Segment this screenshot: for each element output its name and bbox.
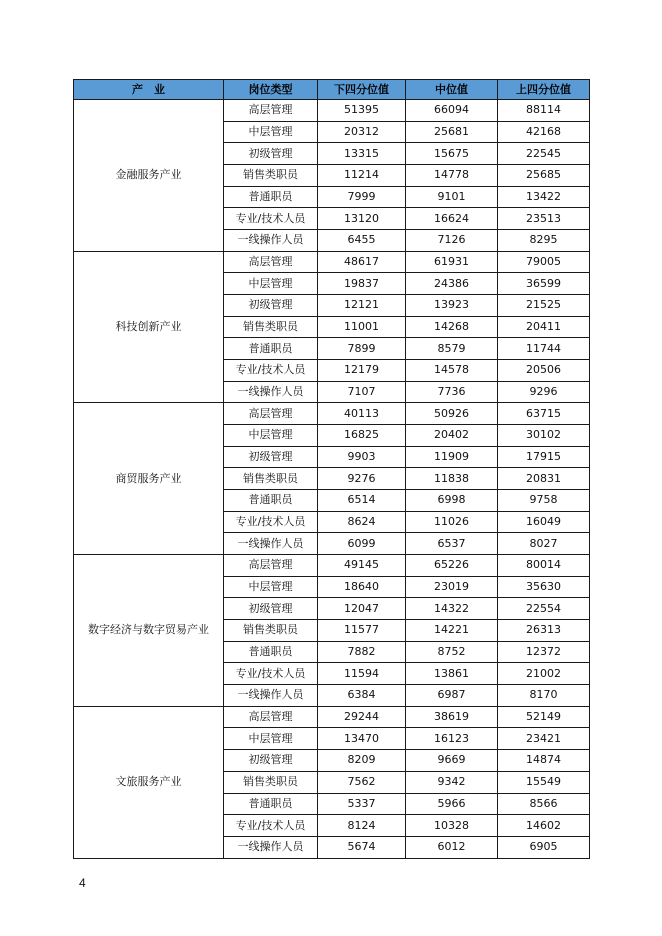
p25-cell: 12179 <box>318 360 406 382</box>
p25-cell: 51395 <box>318 100 406 122</box>
table-body <box>74 100 590 859</box>
p75-cell: 21002 <box>498 663 590 685</box>
median-cell: 50926 <box>406 403 498 425</box>
position-cell: 普通职员 <box>224 641 318 663</box>
p75-cell: 80014 <box>498 555 590 577</box>
median-cell: 9342 <box>406 771 498 793</box>
table-row <box>74 100 590 122</box>
p25-cell: 12121 <box>318 295 406 317</box>
p25-cell: 11577 <box>318 620 406 642</box>
median-cell: 9101 <box>406 186 498 208</box>
p25-cell: 20312 <box>318 121 406 143</box>
position-cell: 高层管理 <box>224 403 318 425</box>
p75-cell: 9296 <box>498 381 590 403</box>
position-cell: 高层管理 <box>224 555 318 577</box>
position-cell: 高层管理 <box>224 706 318 728</box>
position-cell: 一线操作人员 <box>224 381 318 403</box>
industry-cell: 数字经济与数字贸易产业 <box>74 555 224 707</box>
header-p75: 上四分位值 <box>498 80 590 100</box>
p75-cell: 23513 <box>498 208 590 230</box>
table-header <box>74 80 590 100</box>
position-cell: 普通职员 <box>224 338 318 360</box>
position-cell: 普通职员 <box>224 186 318 208</box>
p25-cell: 6455 <box>318 230 406 252</box>
p25-cell: 11594 <box>318 663 406 685</box>
median-cell: 6987 <box>406 685 498 707</box>
median-cell: 6537 <box>406 533 498 555</box>
p75-cell: 9758 <box>498 490 590 512</box>
p75-cell: 63715 <box>498 403 590 425</box>
position-cell: 销售类职员 <box>224 620 318 642</box>
median-cell: 61931 <box>406 251 498 273</box>
p75-cell: 17915 <box>498 446 590 468</box>
position-cell: 初级管理 <box>224 446 318 468</box>
position-cell: 销售类职员 <box>224 316 318 338</box>
p25-cell: 7882 <box>318 641 406 663</box>
position-cell: 普通职员 <box>224 490 318 512</box>
table-row <box>74 555 590 577</box>
median-cell: 14778 <box>406 165 498 187</box>
p25-cell: 49145 <box>318 555 406 577</box>
median-cell: 8752 <box>406 641 498 663</box>
median-cell: 6998 <box>406 490 498 512</box>
position-cell: 专业/技术人员 <box>224 360 318 382</box>
salary-table <box>73 79 590 859</box>
median-cell: 14268 <box>406 316 498 338</box>
p75-cell: 52149 <box>498 706 590 728</box>
p25-cell: 29244 <box>318 706 406 728</box>
p75-cell: 13422 <box>498 186 590 208</box>
p75-cell: 36599 <box>498 273 590 295</box>
industry-cell: 科技创新产业 <box>74 251 224 403</box>
p25-cell: 8624 <box>318 511 406 533</box>
position-cell: 中层管理 <box>224 576 318 598</box>
p25-cell: 7999 <box>318 186 406 208</box>
p25-cell: 9903 <box>318 446 406 468</box>
p25-cell: 11001 <box>318 316 406 338</box>
median-cell: 15675 <box>406 143 498 165</box>
p75-cell: 8566 <box>498 793 590 815</box>
position-cell: 初级管理 <box>224 295 318 317</box>
position-cell: 普通职员 <box>224 793 318 815</box>
position-cell: 中层管理 <box>224 728 318 750</box>
header-p25: 下四分位值 <box>318 80 406 100</box>
p25-cell: 6384 <box>318 685 406 707</box>
position-cell: 一线操作人员 <box>224 685 318 707</box>
position-cell: 初级管理 <box>224 143 318 165</box>
position-cell: 销售类职员 <box>224 165 318 187</box>
p75-cell: 12372 <box>498 641 590 663</box>
p25-cell: 19837 <box>318 273 406 295</box>
p25-cell: 40113 <box>318 403 406 425</box>
p75-cell: 21525 <box>498 295 590 317</box>
median-cell: 7736 <box>406 381 498 403</box>
median-cell: 16624 <box>406 208 498 230</box>
industry-cell: 金融服务产业 <box>74 100 224 252</box>
position-cell: 专业/技术人员 <box>224 511 318 533</box>
header-median: 中位值 <box>406 80 498 100</box>
p25-cell: 13315 <box>318 143 406 165</box>
p25-cell: 8124 <box>318 815 406 837</box>
p25-cell: 11214 <box>318 165 406 187</box>
median-cell: 13923 <box>406 295 498 317</box>
median-cell: 23019 <box>406 576 498 598</box>
position-cell: 中层管理 <box>224 121 318 143</box>
p75-cell: 8295 <box>498 230 590 252</box>
position-cell: 初级管理 <box>224 598 318 620</box>
p75-cell: 35630 <box>498 576 590 598</box>
p25-cell: 48617 <box>318 251 406 273</box>
p25-cell: 16825 <box>318 425 406 447</box>
p75-cell: 20831 <box>498 468 590 490</box>
p25-cell: 6514 <box>318 490 406 512</box>
position-cell: 中层管理 <box>224 425 318 447</box>
position-cell: 一线操作人员 <box>224 230 318 252</box>
position-cell: 一线操作人员 <box>224 836 318 858</box>
p25-cell: 13470 <box>318 728 406 750</box>
position-cell: 一线操作人员 <box>224 533 318 555</box>
position-cell: 专业/技术人员 <box>224 208 318 230</box>
median-cell: 38619 <box>406 706 498 728</box>
page-number: 4 <box>79 876 86 890</box>
median-cell: 65226 <box>406 555 498 577</box>
table-row <box>74 251 590 273</box>
median-cell: 9669 <box>406 750 498 772</box>
median-cell: 7126 <box>406 230 498 252</box>
median-cell: 6012 <box>406 836 498 858</box>
p25-cell: 12047 <box>318 598 406 620</box>
median-cell: 8579 <box>406 338 498 360</box>
p25-cell: 6099 <box>318 533 406 555</box>
position-cell: 高层管理 <box>224 251 318 273</box>
p75-cell: 88114 <box>498 100 590 122</box>
p75-cell: 25685 <box>498 165 590 187</box>
p25-cell: 7899 <box>318 338 406 360</box>
p75-cell: 20506 <box>498 360 590 382</box>
median-cell: 13861 <box>406 663 498 685</box>
header-industry: 产 业 <box>74 80 224 100</box>
p75-cell: 22545 <box>498 143 590 165</box>
p25-cell: 5674 <box>318 836 406 858</box>
median-cell: 24386 <box>406 273 498 295</box>
median-cell: 11838 <box>406 468 498 490</box>
p25-cell: 7107 <box>318 381 406 403</box>
median-cell: 14322 <box>406 598 498 620</box>
position-cell: 专业/技术人员 <box>224 815 318 837</box>
p75-cell: 20411 <box>498 316 590 338</box>
median-cell: 25681 <box>406 121 498 143</box>
p25-cell: 13120 <box>318 208 406 230</box>
median-cell: 11909 <box>406 446 498 468</box>
position-cell: 专业/技术人员 <box>224 663 318 685</box>
p75-cell: 42168 <box>498 121 590 143</box>
p75-cell: 30102 <box>498 425 590 447</box>
median-cell: 10328 <box>406 815 498 837</box>
position-cell: 销售类职员 <box>224 468 318 490</box>
p25-cell: 7562 <box>318 771 406 793</box>
header-row <box>74 80 590 100</box>
position-cell: 高层管理 <box>224 100 318 122</box>
p75-cell: 16049 <box>498 511 590 533</box>
table-row <box>74 403 590 425</box>
median-cell: 14221 <box>406 620 498 642</box>
p75-cell: 79005 <box>498 251 590 273</box>
p75-cell: 14874 <box>498 750 590 772</box>
position-cell: 初级管理 <box>224 750 318 772</box>
median-cell: 14578 <box>406 360 498 382</box>
industry-cell: 商贸服务产业 <box>74 403 224 555</box>
p75-cell: 23421 <box>498 728 590 750</box>
p75-cell: 26313 <box>498 620 590 642</box>
table-row <box>74 706 590 728</box>
p75-cell: 8170 <box>498 685 590 707</box>
p25-cell: 18640 <box>318 576 406 598</box>
median-cell: 16123 <box>406 728 498 750</box>
p25-cell: 9276 <box>318 468 406 490</box>
position-cell: 中层管理 <box>224 273 318 295</box>
p75-cell: 8027 <box>498 533 590 555</box>
p75-cell: 14602 <box>498 815 590 837</box>
median-cell: 20402 <box>406 425 498 447</box>
p75-cell: 6905 <box>498 836 590 858</box>
median-cell: 11026 <box>406 511 498 533</box>
p75-cell: 11744 <box>498 338 590 360</box>
position-cell: 销售类职员 <box>224 771 318 793</box>
header-position: 岗位类型 <box>224 80 318 100</box>
p25-cell: 5337 <box>318 793 406 815</box>
industry-cell: 文旅服务产业 <box>74 706 224 858</box>
median-cell: 66094 <box>406 100 498 122</box>
p25-cell: 8209 <box>318 750 406 772</box>
p75-cell: 22554 <box>498 598 590 620</box>
median-cell: 5966 <box>406 793 498 815</box>
p75-cell: 15549 <box>498 771 590 793</box>
